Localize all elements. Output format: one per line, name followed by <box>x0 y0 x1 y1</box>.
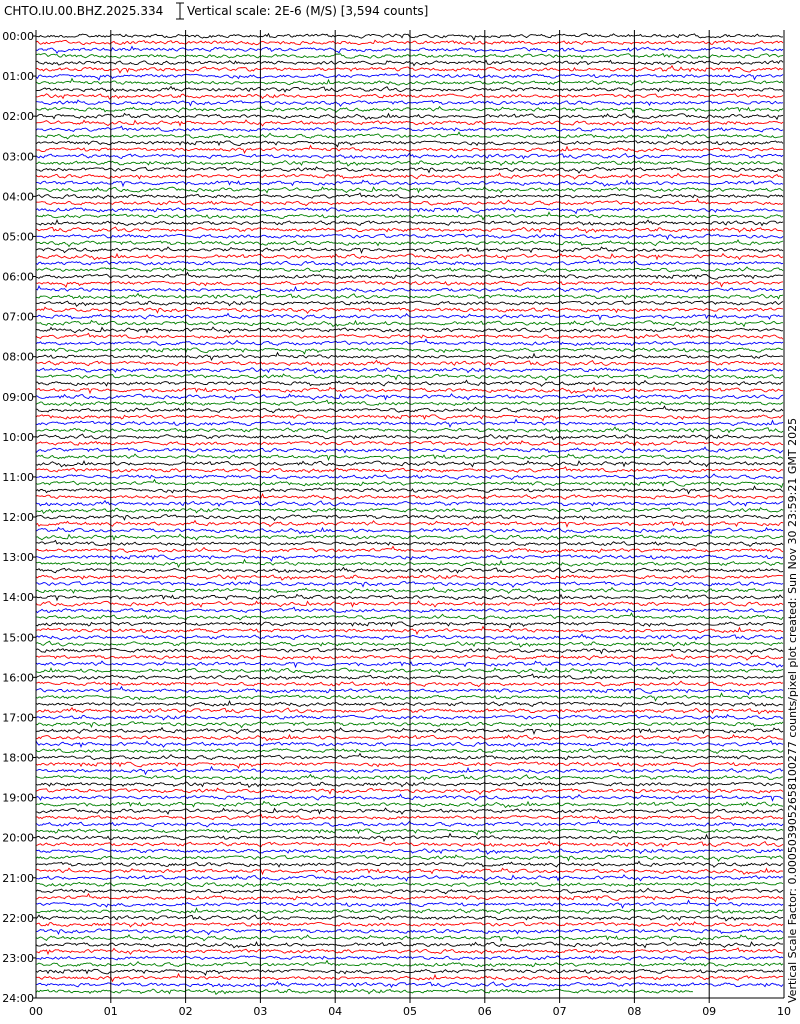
hour-tick-label: 00:00 <box>2 30 34 43</box>
hour-tick-label: 15:00 <box>2 631 34 645</box>
vertical-scale-factor-label: Vertical Scale Factor: 0.00050390526581002​77 counts/pixel plot created: Sun Nov 30 23:59:21 GMT 2025 <box>786 417 799 1003</box>
minute-tick-labels <box>29 1005 791 1018</box>
minute-tick-label: 10 <box>777 1005 791 1018</box>
hour-tick-label: 11:00 <box>2 470 34 484</box>
scale-bar-icon <box>176 3 184 19</box>
hour-tick-label: 06:00 <box>2 270 34 284</box>
hour-tick-label: 04:00 <box>2 190 34 204</box>
hour-tick-label: 14:00 <box>2 591 34 605</box>
minute-tick-label: 00 <box>29 1005 43 1018</box>
hour-tick-label: 03:00 <box>2 150 34 164</box>
hour-tick-label: 12:00 <box>2 511 34 524</box>
minute-tick-label: 06 <box>477 1005 492 1018</box>
hour-tick-label: 13:00 <box>2 551 34 565</box>
hour-tick-labels <box>2 30 36 1005</box>
hour-tick-label: 09:00 <box>2 390 34 404</box>
hour-tick-label: 07:00 <box>2 310 34 324</box>
minute-tick-label: 03 <box>253 1005 268 1018</box>
hour-tick-label: 18:00 <box>2 751 34 765</box>
hour-tick-label: 23:00 <box>2 951 34 965</box>
vertical-scale-label: Vertical scale: 2E-6 (M/S) [3,594 counts] <box>187 4 429 18</box>
hour-tick-label: 16:00 <box>2 671 34 685</box>
hour-tick-label: 17:00 <box>2 711 34 725</box>
minute-tick-label: 05 <box>403 1005 417 1018</box>
hour-tick-label: 24:00 <box>2 992 34 1005</box>
minute-tick-label: 09 <box>702 1005 717 1018</box>
hour-tick-label: 22:00 <box>2 911 34 925</box>
trace-line <box>36 989 693 994</box>
hour-tick-label: 01:00 <box>2 70 34 84</box>
minute-tick-label: 07 <box>552 1005 567 1018</box>
hour-tick-label: 20:00 <box>2 831 34 845</box>
hour-tick-label: 02:00 <box>2 110 34 124</box>
minute-tick-label: 02 <box>178 1005 193 1018</box>
hour-tick-label: 19:00 <box>2 791 34 805</box>
hour-tick-label: 21:00 <box>2 871 34 885</box>
minute-tick-label: 04 <box>328 1005 343 1018</box>
minute-tick-label: 08 <box>627 1005 642 1018</box>
hour-tick-label: 10:00 <box>2 430 34 444</box>
hour-tick-label: 08:00 <box>2 350 34 364</box>
minute-tick-label: 01 <box>103 1005 118 1018</box>
station-label: CHTO.IU.00.BHZ.2025.334 <box>4 4 164 18</box>
hour-tick-label: 05:00 <box>2 230 34 244</box>
